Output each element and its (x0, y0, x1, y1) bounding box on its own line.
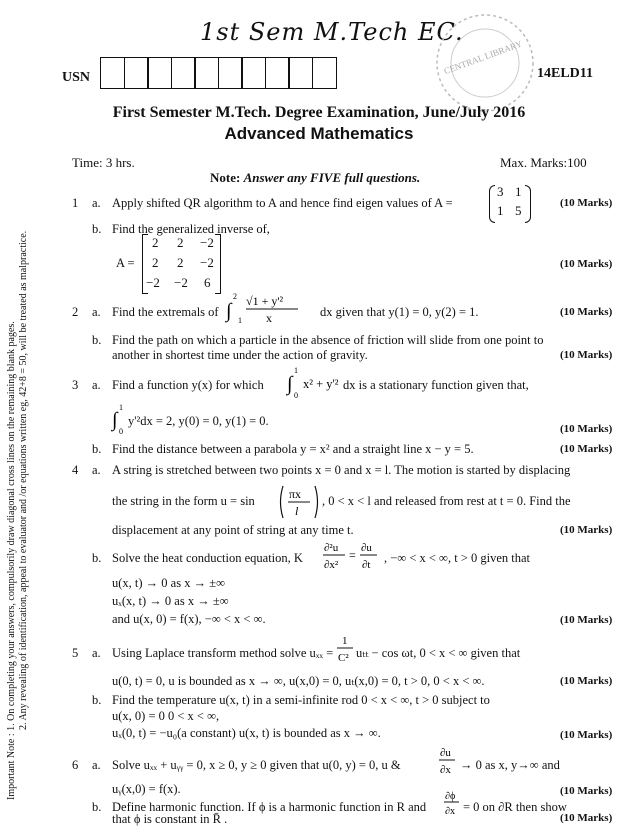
usn-box[interactable] (288, 57, 313, 89)
q5a-text2: uₜₜ − cos ωt, 0 < x < ∞ given that (356, 646, 521, 660)
q1a-marks: (10 Marks) (560, 197, 613, 209)
q1a-m22: 5 (515, 203, 522, 218)
exam-time: Time: 3 hrs. (72, 155, 135, 170)
q2a-part: a. (92, 305, 101, 319)
q1b-m11: 2 (152, 235, 159, 250)
q5a-marks: (10 Marks) (560, 675, 613, 687)
svg-text:∂u: ∂u (440, 747, 451, 759)
svg-text:∫: ∫ (226, 300, 232, 322)
svg-text:πx: πx (289, 487, 302, 501)
q5a-condition: u(0, t) = 0, u is bounded as x → ∞, u(x,0) = 0, uₜ(x,0) = 0, t > 0, 0 < x < ∞. (112, 674, 485, 688)
q1b-m12: 2 (177, 235, 184, 250)
svg-text:0: 0 (294, 391, 298, 400)
q3b-text: Find the distance between a parabola y = x² and a straight line x − y = 5. (112, 442, 474, 456)
q1b-matrix-label: A = (116, 256, 135, 270)
q6a-part: a. (92, 758, 101, 772)
q1a-text: Apply shifted QR algorithm to A and hence find eigen values of A = (112, 196, 453, 210)
svg-text:∂t: ∂t (362, 559, 371, 571)
q3a-part: a. (92, 378, 101, 392)
svg-text:∂ϕ: ∂ϕ (445, 791, 456, 802)
svg-text:2: 2 (233, 292, 237, 301)
usn-box[interactable] (124, 57, 149, 89)
svg-text:∂x: ∂x (445, 806, 455, 817)
matrix-bracket-right (525, 185, 531, 223)
q4b-cond-3: and u(x, 0) = f(x), −∞ < x < ∞. (112, 612, 266, 626)
svg-text:1: 1 (238, 316, 242, 325)
q4a-text2: the string in the form u = sin (112, 494, 255, 508)
q6b-text2: = 0 on ∂R then show (463, 800, 567, 814)
q4b-marks: (10 Marks) (560, 614, 613, 626)
svg-text:x: x (266, 311, 272, 325)
q6a-marks: (10 Marks) (560, 785, 613, 797)
q4b-pde-formula (321, 538, 385, 572)
q2b-part: b. (92, 333, 102, 347)
note-label: Note: (210, 170, 241, 185)
usn-box[interactable] (194, 57, 219, 89)
matrix-bracket-left (489, 185, 495, 223)
q1b-m13: −2 (200, 235, 214, 250)
q1a-m12: 1 (515, 184, 522, 199)
q2a-integral-formula (224, 290, 318, 326)
svg-text:0: 0 (119, 427, 123, 436)
q3a-text2: dx is a stationary function given that, (343, 378, 529, 392)
svg-text:√1 + y'²: √1 + y'² (246, 294, 284, 308)
q1b-marks: (10 Marks) (560, 258, 613, 270)
svg-text:∂x: ∂x (440, 764, 451, 776)
svg-text:=: = (349, 548, 356, 562)
q5b-marks: (10 Marks) (560, 729, 613, 741)
side-note-line-2: 2. Any revealing of identification, appeal to evaluator and /or equations written eg, 42+8 = 50, will be treated as malpractice. (18, 230, 29, 730)
svg-text:∂u: ∂u (361, 542, 372, 554)
usn-boxes[interactable] (100, 57, 335, 89)
q1b-m32: −2 (174, 275, 188, 290)
q1b-part: b. (92, 222, 102, 236)
q6a-text: Solve uₓₓ + uᵧᵧ = 0, x ≥ 0, y ≥ 0 given that u(0, y) = 0, u & (112, 758, 401, 772)
q5a-fraction (335, 632, 357, 666)
exam-title: First Semester M.Tech. Degree Examination, June/July 2016 (112, 104, 526, 121)
q3a-marks: (10 Marks) (560, 423, 613, 435)
svg-text:∂x²: ∂x² (324, 559, 339, 571)
usn-box[interactable] (312, 57, 337, 89)
svg-text:∫: ∫ (287, 373, 293, 395)
q1-number: 1 (72, 196, 79, 210)
q4b-text: Solve the heat conduction equation, K (112, 551, 303, 565)
matrix-bracket-right (215, 234, 221, 294)
q6-number: 6 (72, 758, 79, 772)
q3b-part: b. (92, 442, 102, 456)
q1a-m11: 3 (497, 184, 504, 199)
q4a-part: a. (92, 463, 101, 477)
q6a-partial-fraction (437, 744, 459, 778)
q3a-cond-integral (110, 404, 130, 436)
exam-note (210, 170, 420, 186)
q1a-m21: 1 (497, 203, 504, 218)
q6b-condition: that ϕ is constant in R̄ . (112, 812, 228, 826)
q2b-text2: another in shortest time under the action of gravity. (112, 348, 368, 362)
q6b-part: b. (92, 800, 102, 814)
q2a-marks: (10 Marks) (560, 306, 613, 318)
q1b-m33: 6 (204, 275, 211, 290)
q4a-marks: (10 Marks) (560, 524, 613, 536)
q3b-marks: (10 Marks) (560, 443, 613, 455)
side-note-line-1: Important Note : 1. On completing your answers, compulsorily draw diagonal cross lines on the remaining blank pages. (6, 321, 17, 800)
seal-text: CENTRAL LIBRARY (442, 38, 524, 77)
q4b-text2: , −∞ < x < ∞, t > 0 given that (384, 551, 531, 565)
q4a-sin-argument (277, 484, 323, 520)
q1b-m22: 2 (177, 255, 184, 270)
q5b-text: Find the temperature u(x, t) in a semi-infinite rod 0 < x < ∞, t > 0 subject to (112, 693, 490, 707)
q5a-part: a. (92, 646, 101, 660)
q5b-cond-1: u(x, 0) = 0 0 < x < ∞, (112, 709, 220, 723)
side-important-note (6, 160, 30, 800)
q4-number: 4 (72, 463, 79, 477)
usn-box[interactable] (241, 57, 266, 89)
svg-text:1: 1 (119, 404, 123, 412)
q2b-text: Find the path on which a particle in the absence of friction will slide from one point to (112, 333, 544, 347)
handwritten-note: 1st Sem M.Tech EC. (200, 18, 464, 46)
usn-box[interactable] (265, 57, 290, 89)
svg-text:1: 1 (294, 366, 298, 375)
q1b-m31: −2 (146, 275, 160, 290)
q4a-text4: displacement at any point of string at any time t. (112, 523, 354, 537)
svg-text:∂²u: ∂²u (324, 542, 339, 554)
usn-label: USN (62, 70, 91, 85)
svg-text:C²: C² (338, 652, 349, 664)
q1b-m21: 2 (152, 255, 159, 270)
q4a-text: A string is stretched between two points x = 0 and x = l. The motion is started by displacing (112, 463, 571, 477)
q5-number: 5 (72, 646, 79, 660)
q3-number: 3 (72, 378, 79, 392)
q6b-partial-fraction (442, 788, 462, 818)
note-text: Answer any FIVE full questions. (243, 170, 421, 185)
usn-box[interactable] (171, 57, 196, 89)
q5b-cond-2: uₓ(0, t) = −u₀(a constant) u(x, t) is bounded as x → ∞. (112, 726, 381, 740)
q2a-text: Find the extremals of (112, 305, 219, 319)
svg-text:∫: ∫ (112, 409, 118, 431)
q1b-m23: −2 (200, 255, 214, 270)
library-seal-icon (430, 8, 540, 118)
max-marks: Max. Marks:100 (500, 155, 587, 170)
q4b-cond-1: u(x, t) → 0 as x → ±∞ (112, 576, 225, 590)
usn-box[interactable] (100, 57, 125, 89)
q4b-cond-2: uₓ(x, t) → 0 as x → ±∞ (112, 594, 229, 608)
q6b-text: Define harmonic function. If ϕ is a harmonic function in R and (112, 800, 427, 814)
usn-box[interactable] (147, 57, 172, 89)
q2b-marks: (10 Marks) (560, 349, 613, 361)
q3a-integral-formula (285, 366, 349, 400)
q4a-text3: , 0 < x < l and released from rest at t = 0. Find the (322, 494, 571, 508)
q5a-text: Using Laplace transform method solve uₓₓ = (112, 646, 334, 660)
svg-text:1: 1 (342, 635, 348, 647)
q2a-text2: dx given that y(1) = 0, y(2) = 1. (320, 305, 479, 319)
q3a-text: Find a function y(x) for which (112, 378, 264, 392)
svg-text:l: l (295, 504, 299, 518)
svg-text:x² + y'²: x² + y'² (303, 377, 339, 391)
q1a-part: a. (92, 196, 101, 210)
q6a-text2: → 0 as x, y→∞ and (460, 758, 560, 772)
q6a-condition: uᵧ(x,0) = f(x). (112, 782, 181, 796)
q5b-part: b. (92, 693, 102, 707)
q3a-condition: y'²dx = 2, y(0) = 0, y(1) = 0. (128, 414, 269, 428)
q6b-marks: (10 Marks) (560, 812, 613, 824)
subject-title: Advanced Mathematics (224, 124, 414, 143)
q1b-text: Find the generalized inverse of, (112, 222, 270, 236)
q2-number: 2 (72, 305, 79, 319)
q4b-part: b. (92, 551, 102, 565)
subject-code: 14ELD11 (537, 66, 594, 81)
usn-box[interactable] (218, 57, 243, 89)
